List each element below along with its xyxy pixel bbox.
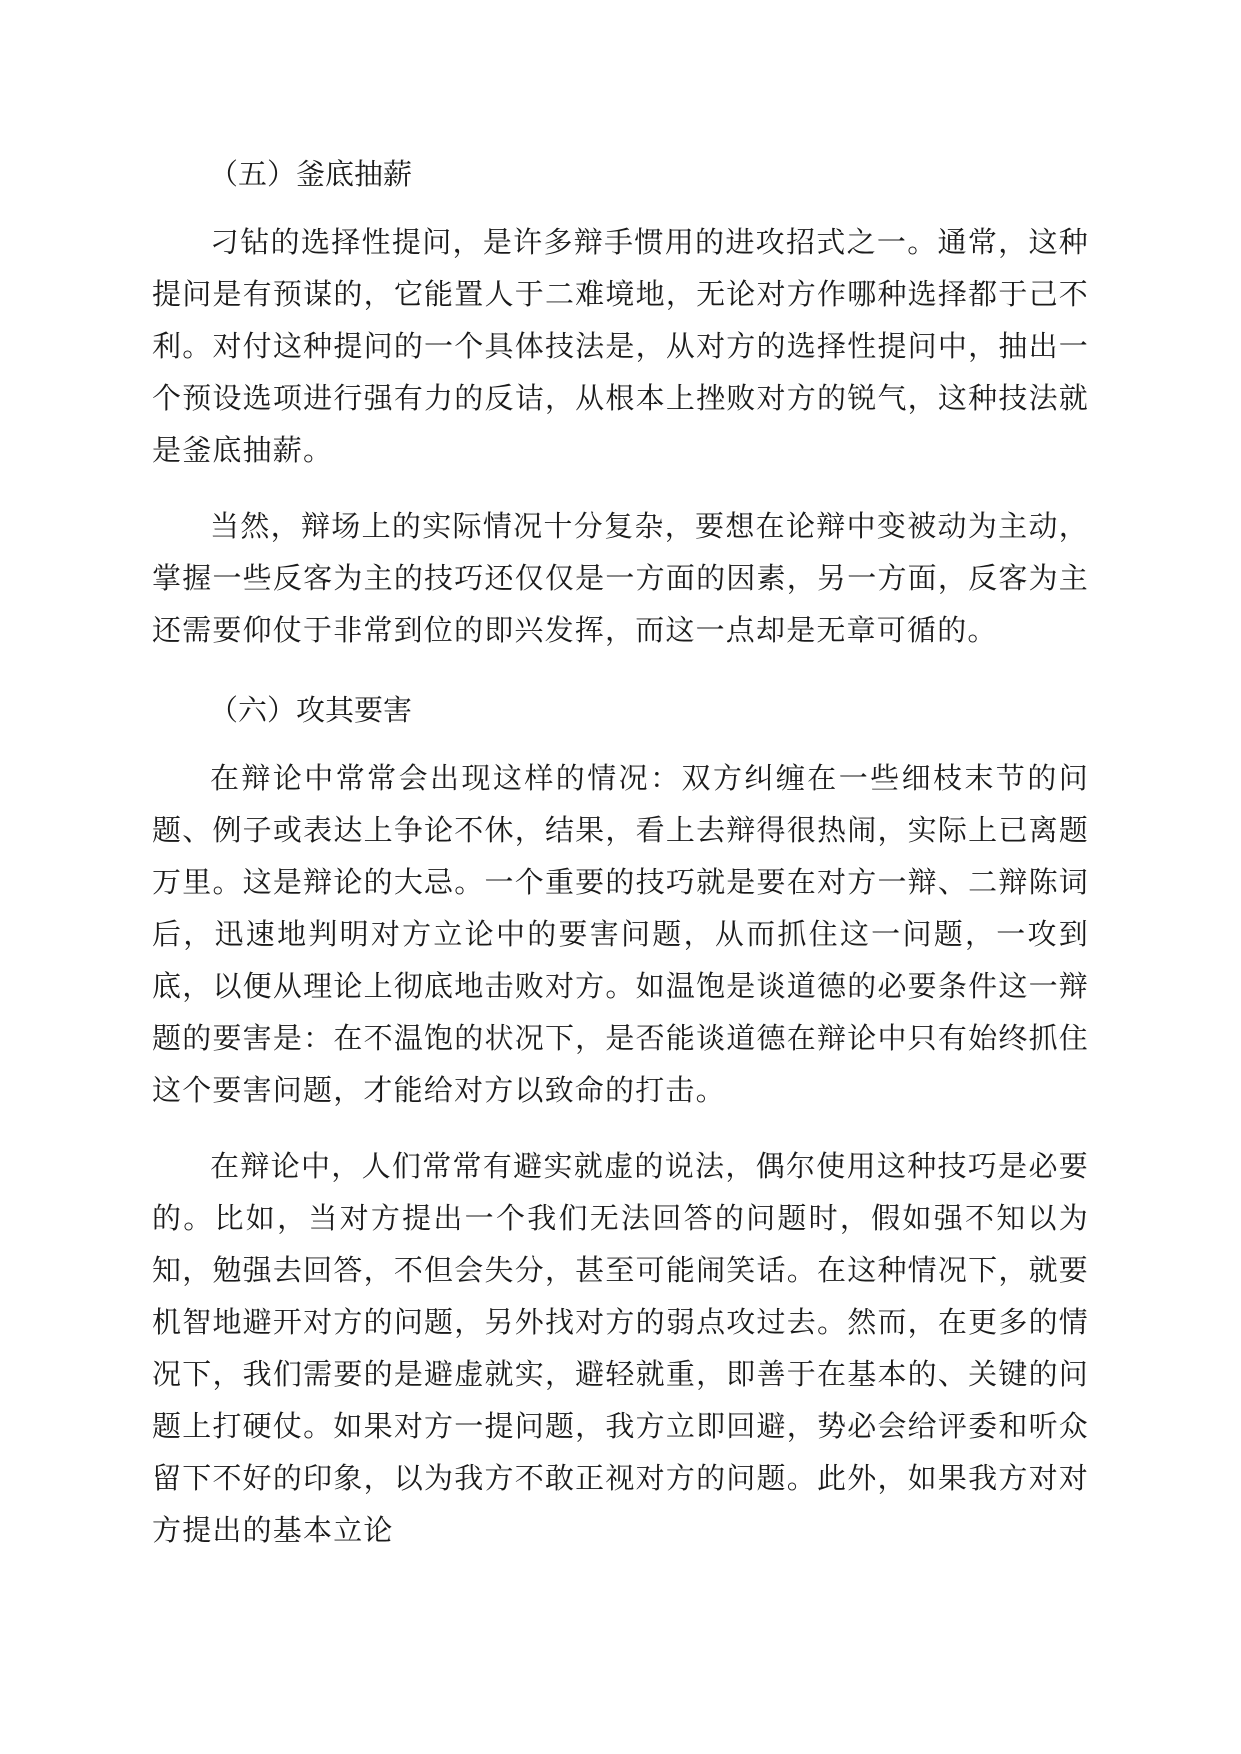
document-body [152, 144, 1089, 1580]
section-heading: （六）攻其要害 [209, 693, 413, 727]
body-paragraph: 当然，辩场上的实际情况十分复杂，要想在论辩中变被动为主动，掌握一些反客为主的技巧还仅仅是一方面的因素，另一方面，反客为主还需要仰仗于非常到位的即兴发挥，而这一点却是无章可循的。 [152, 509, 1089, 647]
body-paragraph: 在辩论中，人们常常有避实就虚的说法，偶尔使用这种技巧是必要的。比如，当对方提出一个我们无法回答的问题时，假如强不知以为知，勉强去回答，不但会失分，甚至可能闹笑话。在这种情况下，就要机智地避开对方的问题，另外找对方的弱点攻过去。然而，在更多的情况下，我们需要的是避虚就实，避轻就重，即善于在基本的、关键的问题上打硬仗。如果对方一提问题，我方立即回避，势必会给评委和听众留下不好的印象，以为我方不敢正视对方的问题。此外，如果我方对对方提出的基本立论 [152, 1149, 1089, 1547]
body-paragraph: 在辩论中常常会出现这样的情况：双方纠缠在一些细枝末节的问题、例子或表达上争论不休，结果，看上去辩得很热闹，实际上已离题万里。这是辩论的大忌。一个重要的技巧就是要在对方一辩、二辩陈词后，迅速地判明对方立论中的要害问题，从而抓住这一问题，一攻到底，以便从理论上彻底地击败对方。如温饱是谈道德的必要条件这一辩题的要害是：在不温饱的状况下，是否能谈道德在辩论中只有始终抓住这个要害问题，才能给对方以致命的打击。 [152, 761, 1089, 1107]
section-heading: （五）釜底抽薪 [209, 157, 413, 191]
body-paragraph: 刁钻的选择性提问，是许多辩手惯用的进攻招式之一。通常，这种提问是有预谋的，它能置人于二难境地，无论对方作哪种选择都于己不利。对付这种提问的一个具体技法是，从对方的选择性提问中，抽出一个预设选项进行强有力的反诘，从根本上挫败对方的锐气，这种技法就是釜底抽薪。 [152, 225, 1089, 467]
